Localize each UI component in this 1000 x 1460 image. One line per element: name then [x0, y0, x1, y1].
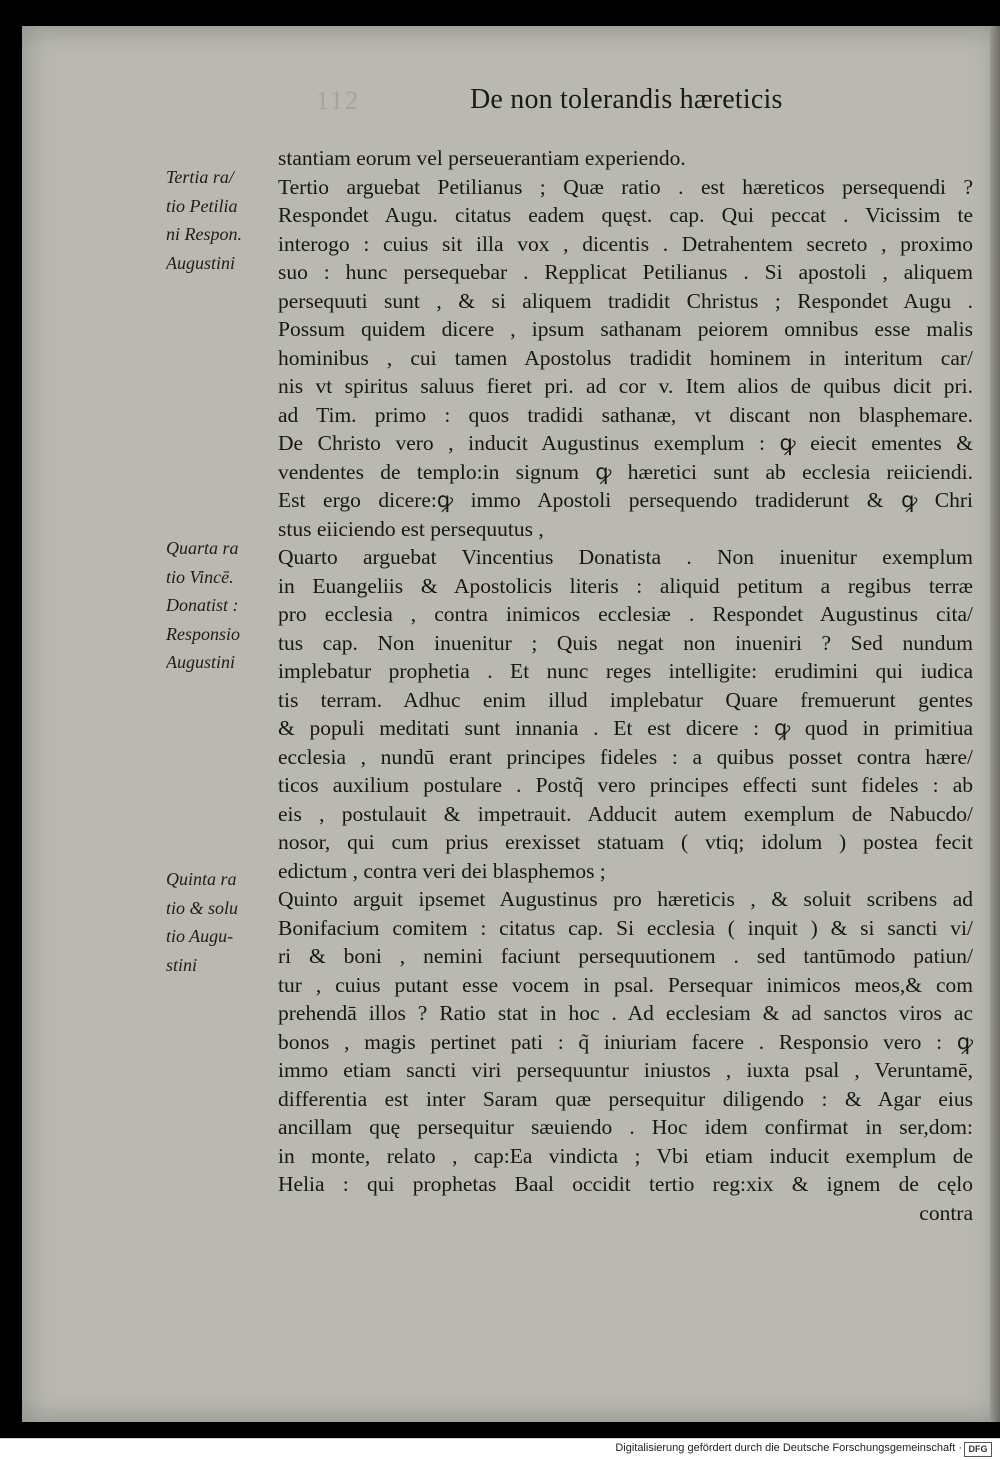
margin-note-vincentius: [166, 534, 274, 677]
text-line: De Christo vero , inducit Augustinus exemplum : ꝙ eiecit ementes &: [278, 431, 973, 455]
body-text: [278, 144, 973, 1227]
text-line: prehendā illos ? Ratio stat in hoc . Ad ecclesiam & ad sanctos viros ac: [278, 1001, 973, 1025]
text-line: ticos auxilium postulare . Postq̃ vero principes effecti sunt fideles : ab: [278, 773, 973, 797]
text-line: Respondet Augu. citatus eadem quęst. cap. Qui peccat . Vicissim te: [278, 203, 973, 227]
text-line: ri & boni , nemini faciunt persequutionem . sed tantūmodo patiun/: [278, 944, 973, 968]
text-line: edictum , contra veri dei blasphemos ;: [278, 858, 606, 883]
margin-note-line: stini: [166, 954, 198, 975]
margin-note-line: tio & solu: [166, 897, 239, 918]
text-line: eis , postulauit & impetrauit. Adducit autem exemplum de Nabucdo/: [278, 801, 973, 826]
text-line: stus eiiciendo est persequutus ,: [278, 516, 544, 541]
text-line: implebatur prophetia . Et nunc reges intelligite: erudimini qui iudica: [278, 659, 973, 683]
text-line: in Euangeliis & Apostolicis literis : aliquid petitum a regibus terræ: [278, 573, 973, 598]
text-line: stantiam eorum vel perseuerantiam experiendo.: [278, 146, 686, 170]
text-line: interogo : cuius sit illa vox , dicentis . Detrahentem secreto , proximo: [278, 231, 973, 256]
text-line: differentia est inter Saram quæ persequitur diligendo : & Agar eius: [278, 1086, 973, 1111]
catchword: contra: [919, 1200, 973, 1225]
text-line: ancillam quę persequitur sæuiendo . Hoc idem confirmat in ser,dom:: [278, 1115, 973, 1139]
margin-note-line: Quinta ra: [166, 869, 237, 889]
text-line: ad Tim. primo : quos tradidi sathanæ, vt discant non blasphemare.: [278, 402, 973, 427]
text-line: tur , cuius putant esse vocem in psal. Persequar inimicos meos,& com: [278, 972, 973, 997]
text-line: nosor, qui cum prius erexisset statuam ( vtiq; idolum ) postea fecit: [278, 830, 973, 854]
text-line: Possum quidem dicere , ipsum sathanam peiorem omnibus esse malis: [278, 317, 973, 341]
margin-note-line: tio Vincē.: [166, 566, 234, 587]
margin-note-line: Tertia ra/: [166, 167, 234, 187]
text-line: tus cap. Non inuenitur ; Quis negat non inueniri ? Sed nundum: [278, 630, 973, 655]
text-line: suo : hunc persequebar . Repplicat Petilianus . Si apostoli , aliquem: [278, 260, 973, 284]
text-line: Helia : qui prophetas Baal occidit tertio reg:xix & ignem de cęlo: [278, 1172, 973, 1196]
margin-note-line: tio Petilia: [166, 195, 238, 216]
margin-note-line: Responsio: [166, 623, 240, 644]
text-line: persequuti sunt , & si aliquem tradidit Christus ; Respondet Augu .: [278, 288, 973, 313]
text-line: hominibus , cui tamen Apostolus tradidit hominem in interitum car/: [278, 345, 973, 370]
running-head: De non tolerandis hæreticis: [470, 84, 783, 115]
text-line: tis terram. Adhuc enim illud implebatur Quare fremuerunt gentes: [278, 687, 973, 712]
margin-note-line: tio Augu-: [166, 926, 234, 946]
margin-note-line: Donatist :: [166, 595, 239, 615]
text-line: nis vt spiritus saluus fieret pri. ad cor v. Item alios de quibus dicit pri.: [278, 374, 973, 398]
text-line: pro ecclesia , contra inimicos ecclesiæ . Respondet Augustinus cita/: [278, 602, 973, 626]
margin-note-line: ni Respon.: [166, 224, 242, 244]
text-line: Quarto arguebat Vincentius Donatista . Non inuenitur exemplum: [278, 545, 973, 569]
text-line: vendentes de templo:in signum ꝙ hæretici sunt ab ecclesia reiiciendi.: [278, 459, 973, 484]
margin-note-line: Augustini: [166, 252, 236, 273]
margin-note-line: Quarta ra: [166, 538, 239, 558]
text-line: bonos , magis pertinet pati : q̃ iniuriam facere . Responsio vero : ꝙ: [278, 1029, 973, 1054]
bleed-through-text: 112: [316, 86, 361, 115]
margin-note-petilianus: [166, 163, 274, 277]
text-line: Tertio arguebat Petilianus ; Quæ ratio . est hæreticos persequendi ?: [278, 174, 973, 199]
funding-credit: Digitalisierung gefördert durch die Deutsche Forschungsgemeinschaft ·: [615, 1442, 962, 1454]
text-line: in monte, relato , cap:Ea vindicta ; Vbi etiam inducit exemplum de: [278, 1143, 973, 1168]
margin-note-augustinus: [166, 865, 274, 979]
dfg-logo[interactable]: DFG: [964, 1442, 992, 1457]
digitization-footer: [0, 1438, 1000, 1460]
page-edge-shadow: [990, 26, 1000, 1422]
margin-note-line: Augustini: [166, 652, 236, 672]
text-line: immo etiam sancti viri persequuntur iniustos , iuxta psal , Veruntamē,: [278, 1058, 973, 1082]
text-line: Bonifacium comitem : citatus cap. Si ecclesia ( inquit ) & si sancti vi/: [278, 915, 973, 940]
text-line: Est ergo dicere:ꝙ immo Apostoli persequendo tradiderunt & ꝙ Chri: [278, 488, 973, 512]
text-line: Quinto arguit ipsemet Augustinus pro hæreticis , & soluit scribens ad: [278, 887, 973, 911]
text-line: ecclesia , nundū erant principes fideles : a quibus posset contra hære/: [278, 744, 973, 769]
text-line: & populi meditati sunt innania . Et est dicere : ꝙ quod in primitiua: [278, 716, 973, 740]
